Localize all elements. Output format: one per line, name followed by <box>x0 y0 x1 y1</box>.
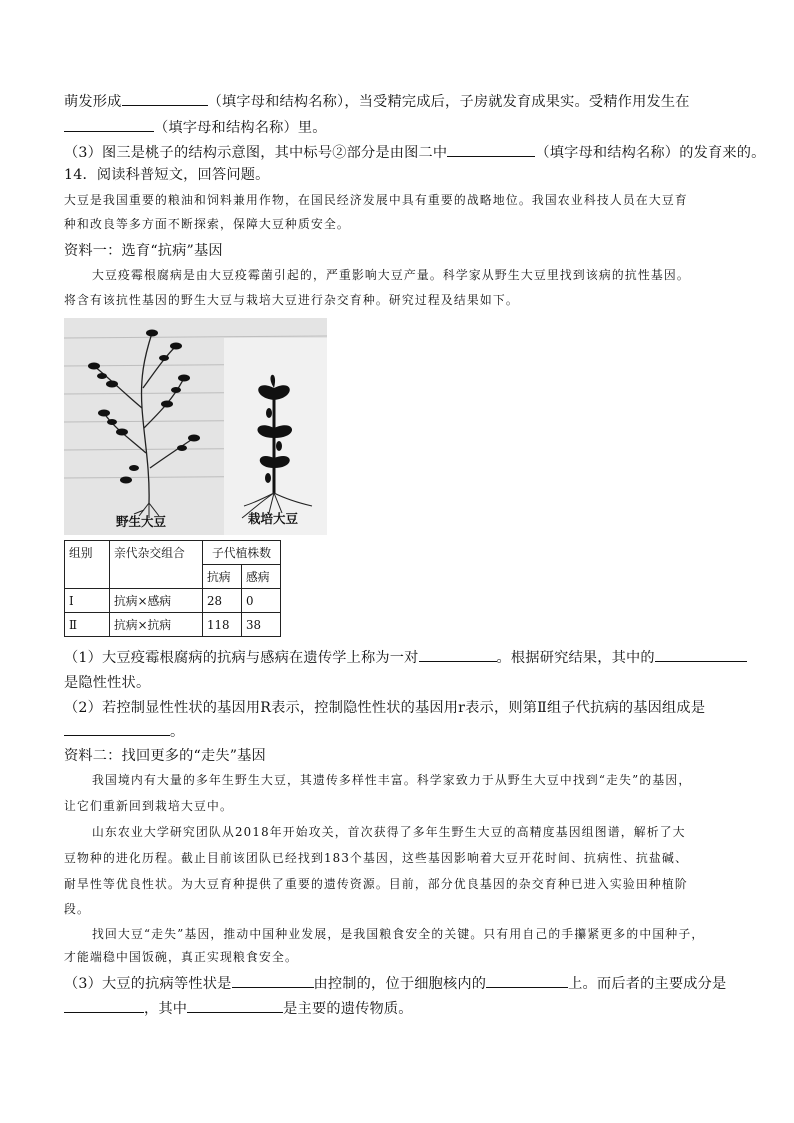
cell-susceptible: 0 <box>242 589 281 613</box>
header-resistant: 抗病 <box>203 565 242 589</box>
answer-blank[interactable] <box>655 647 747 662</box>
soybean-illustration <box>64 318 327 535</box>
cell-cross: 抗病×感病 <box>110 589 203 613</box>
soybean-figure <box>64 318 327 535</box>
cell-group: Ⅰ <box>65 589 110 613</box>
q13-text-3b: （填字母和结构名称）的发育来的。 <box>535 145 766 161</box>
q14-sub1-text-a: （1）大豆疫霉根腐病的抗病与感病在遗传学上称为一对 <box>64 650 419 666</box>
material-2-para-2c: 耐旱性等优良性状。为大豆育种提供了重要的遗传资源。目前，部分优良基因的杂交育种已进入实验田种植阶 <box>64 877 688 891</box>
q13-text-2: （填字母和结构名称）里。 <box>154 120 327 136</box>
answer-blank[interactable] <box>447 142 535 157</box>
header-group: 组别 <box>65 541 110 589</box>
material-1-para-1: 大豆疫霉根腐病是由大豆疫霉菌引起的，严重影响大豆产量。科学家从野生大豆里找到该病的抗性基因。 <box>92 268 690 282</box>
label-wild-soybean: 野生大豆 <box>116 514 167 529</box>
q14-sub3-text-a: （3）大豆的抗病等性状是 <box>64 976 232 992</box>
material-2-para-3a: 找回大豆“走失”基因，推动中国种业发展，是我国粮食安全的关键。只有用自己的手攥紧更多的中国种子， <box>92 927 705 941</box>
q13-text-3a: （3）图三是桃子的结构示意图，其中标号②部分是由图二中 <box>64 145 448 161</box>
header-cross: 亲代杂交组合 <box>110 541 203 589</box>
q13-line-2 <box>64 117 327 137</box>
q14-sub1-text-b: 。根据研究结果，其中的 <box>496 650 655 666</box>
cell-resistant: 28 <box>203 589 242 613</box>
material-1-para-2: 将含有该抗性基因的野生大豆与栽培大豆进行杂交育种。研究过程及结果如下。 <box>64 293 519 307</box>
answer-blank[interactable] <box>419 647 497 662</box>
cell-cross: 抗病×抗病 <box>110 613 203 637</box>
material-2-para-2b: 豆物种的进化历程。截止目前该团队已经找到183个基因，这些基因影响着大豆开花时间、抗病性、抗盐碱、 <box>64 851 688 865</box>
answer-blank[interactable] <box>64 721 170 736</box>
material-2-title: 资料二：找回更多的“走失”基因 <box>64 748 266 764</box>
material-2-para-2d: 段。 <box>64 902 90 916</box>
q14-sub3-text-e: 是主要的遗传物质。 <box>283 1001 413 1017</box>
cell-resistant: 118 <box>203 613 242 637</box>
table-row <box>65 589 281 613</box>
material-2-para-1a: 我国境内有大量的多年生野生大豆，其遗传多样性丰富。科学家致力于从野生大豆中找到“走失”的基因， <box>92 773 692 787</box>
q13-line-3 <box>64 142 766 162</box>
cell-susceptible: 38 <box>242 613 281 637</box>
answer-blank[interactable] <box>232 973 314 988</box>
q14-sub1-line-2: 是隐性性状。 <box>64 675 151 691</box>
q14-intro-2: 种和改良等多方面不断探索，保障大豆种质安全。 <box>64 217 350 231</box>
header-offspring: 子代植株数 <box>203 541 281 565</box>
material-1-title: 资料一：选育“抗病”基因 <box>64 243 223 259</box>
label-cultivated-soybean: 栽培大豆 <box>248 511 299 526</box>
q14-title: 14．阅读科普短文，回答问题。 <box>64 167 270 183</box>
answer-blank[interactable] <box>187 998 283 1013</box>
q14-sub3-text-d: ，其中 <box>144 1001 188 1017</box>
q13-text-1a: 萌发形成 <box>64 94 122 110</box>
q14-sub1-line-1 <box>64 647 747 667</box>
q14-sub3-line-1 <box>64 973 726 993</box>
q13-line-1 <box>64 91 690 111</box>
results-table <box>64 540 281 637</box>
answer-blank[interactable] <box>64 998 144 1013</box>
material-2-para-2a: 山东农业大学研究团队从2018年开始攻关，首次获得了多年生野生大豆的高精度基因组图谱，解析了大 <box>92 825 686 839</box>
q14-sub3-text-b: 由控制的，位于细胞核内的 <box>313 976 487 992</box>
q14-sub2-line-2 <box>64 721 184 741</box>
header-susceptible: 感病 <box>242 565 281 589</box>
answer-blank[interactable] <box>486 973 568 988</box>
material-2-para-3b: 才能端稳中国饭碗，真正实现粮食安全。 <box>64 950 298 964</box>
q14-sub2-line-1: （2）若控制显性性状的基因用R表示，控制隐性性状的基因用r表示，则第Ⅱ组子代抗病的基因组成是 <box>64 700 706 716</box>
cell-group: Ⅱ <box>65 613 110 637</box>
q14-sub3-text-c: 上。而后者的主要成分是 <box>568 976 727 992</box>
table-row <box>65 613 281 637</box>
answer-blank[interactable] <box>122 91 208 106</box>
table-header-row <box>65 541 281 565</box>
material-2-para-1b: 让它们重新回到栽培大豆中。 <box>64 799 233 813</box>
answer-blank[interactable] <box>64 117 154 132</box>
q13-text-1b: （填字母和结构名称），当受精完成后，子房就发育成果实。受精作用发生在 <box>207 94 690 110</box>
q14-sub3-line-2 <box>64 998 413 1018</box>
q14-sub2-text-b: 。 <box>170 724 185 740</box>
q14-intro-1: 大豆是我国重要的粮油和饲料兼用作物，在国民经济发展中具有重要的战略地位。我国农业科技人员在大豆育 <box>64 193 688 207</box>
